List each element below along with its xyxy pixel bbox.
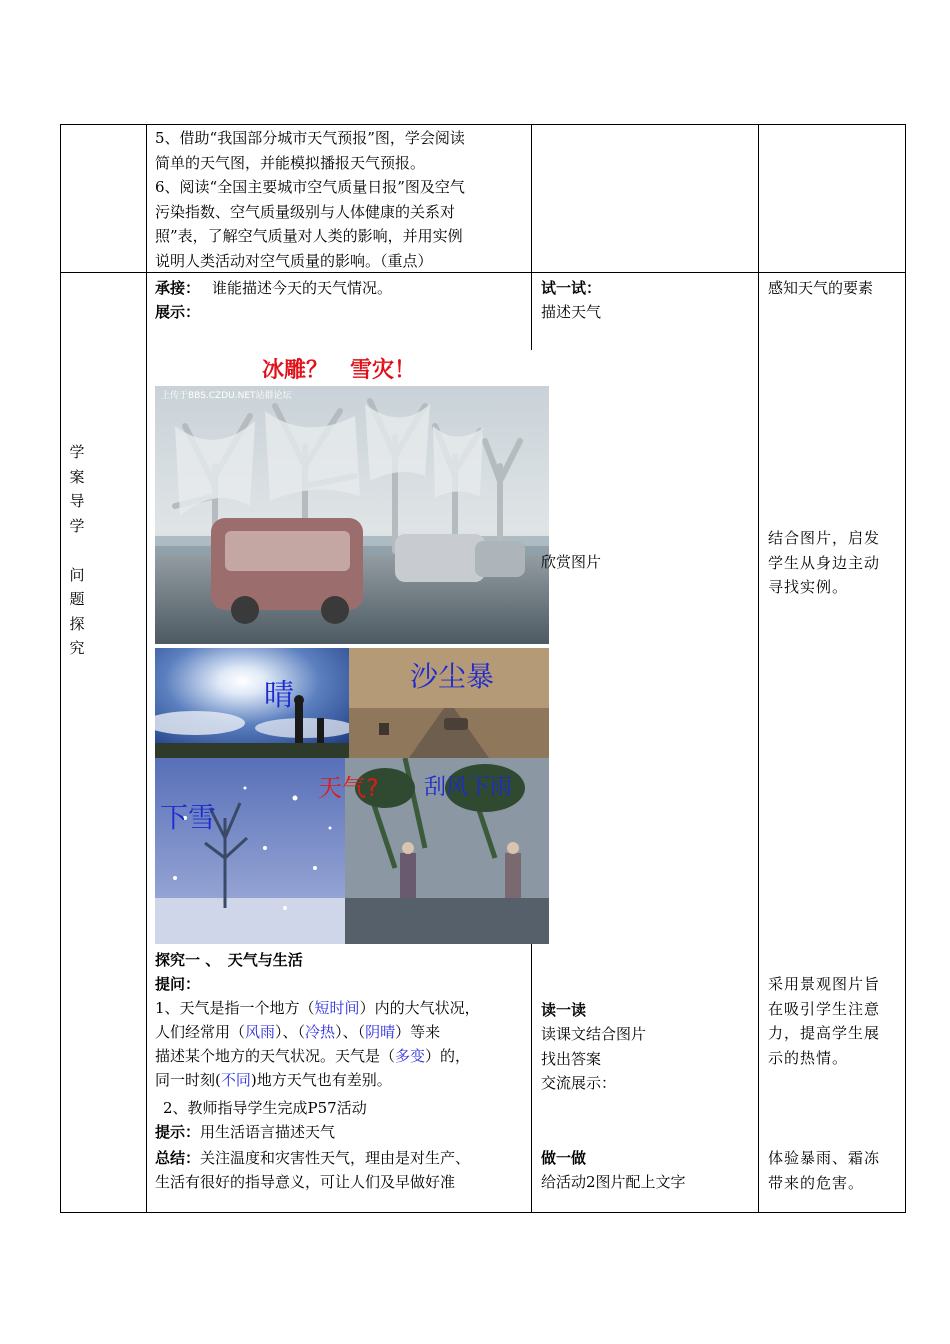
- zhanshi-label: 展示：: [155, 303, 201, 321]
- sunny-graphic: [155, 648, 349, 758]
- summary-line1: [155, 1146, 470, 1171]
- hint-label: 提示：: [155, 1123, 201, 1141]
- summary-text: 关注温度和灾害性天气，理由是对生产、: [200, 1149, 471, 1167]
- q1-text: 人们经常用（: [155, 1023, 246, 1041]
- answer-cloud-sun: 阴晴: [365, 1023, 396, 1041]
- read-line: 找出答案: [541, 1049, 602, 1068]
- answer-different: 不同: [220, 1071, 251, 1089]
- chengjie-line: [155, 276, 392, 301]
- q1-text: ）等来: [395, 1023, 441, 1041]
- appreciate-text: 欣赏图片: [541, 553, 602, 571]
- wind-rain-label: 刮风下雨: [424, 775, 513, 800]
- q1-text: ）、（: [275, 1023, 306, 1041]
- note-line: 结合图片，启发: [768, 529, 881, 547]
- ice-storm-graphic: [155, 386, 549, 644]
- ice-image-title: 冰雕？ 雪灾！: [262, 357, 417, 383]
- answer-cold-hot: 冷热: [305, 1023, 336, 1041]
- ice-storm-photo: [155, 386, 549, 644]
- col4-explore-note: [768, 972, 880, 1070]
- snow-graphic: [155, 758, 345, 944]
- side-char-gap: [62, 538, 92, 563]
- chengjie-text: 谁能描述今天的天气情况。: [212, 279, 393, 297]
- table-right-border: [905, 124, 906, 1213]
- side-label: [62, 440, 92, 661]
- answer-wind-rain: 风雨: [245, 1023, 276, 1041]
- read-line: 交流展示：: [541, 1074, 617, 1092]
- note-line: 示的热情。: [768, 1048, 849, 1067]
- q1-text: 描述某个地方的天气状况。天气是（: [155, 1047, 396, 1065]
- col4-do-note: [768, 1146, 880, 1195]
- read-lines: [541, 1022, 646, 1096]
- answer-changeable: 多变: [395, 1047, 426, 1065]
- side-char: 导: [69, 492, 85, 510]
- table-bottom-border: [60, 1212, 906, 1213]
- hint-line: [155, 1120, 335, 1145]
- read-line: 读课文结合图片: [541, 1025, 647, 1043]
- q1-line1: [155, 996, 480, 1021]
- q1-line3: [155, 1044, 470, 1069]
- objective-line: 说明人类活动对空气质量的影响。（重点）: [155, 251, 433, 270]
- do-text: 给活动2图片配上文字: [541, 1173, 686, 1191]
- summary-line2: 生活有很好的指导意义，可让人们及早做好准: [155, 1173, 456, 1191]
- objective-line: 6、阅读“全国主要城市空气质量日报”图及空气: [155, 178, 465, 196]
- q1-text: ）内的大气状况，: [359, 999, 480, 1017]
- side-char: 案: [69, 467, 85, 486]
- objective-line: 简单的天气图，并能模拟播报天气预报。: [155, 153, 426, 172]
- sunny-photo: [155, 648, 349, 758]
- col-divider-2b: [531, 943, 532, 1213]
- col-divider-1: [146, 124, 147, 1213]
- q1-line4: [155, 1068, 392, 1093]
- answer-short-time: 短时间: [314, 999, 360, 1017]
- q1-text: ）、（: [335, 1023, 366, 1041]
- q1-line2: [155, 1020, 440, 1045]
- read-title: 读一读: [541, 1001, 587, 1019]
- snow-label: 下雪: [160, 801, 217, 834]
- question-label: 提问：: [155, 975, 201, 993]
- table-top-border: [60, 124, 906, 125]
- side-char: 探: [69, 614, 85, 633]
- col4-image-note: [768, 526, 880, 600]
- side-char: 问: [69, 565, 85, 584]
- summary-label: 总结：: [155, 1149, 201, 1167]
- explore-title: 探究一 、 天气与生活: [155, 951, 303, 969]
- col-divider-3: [758, 124, 759, 1213]
- note-line: 带来的危害。: [768, 1173, 865, 1192]
- objective-line: 5、借助“我国部分城市天气预报”图，学会阅读: [155, 129, 465, 147]
- sunny-label: 晴: [264, 678, 294, 713]
- note-line: 寻找实例。: [768, 578, 849, 596]
- note-line: 采用景观图片旨: [768, 975, 881, 993]
- note-line: 力，提高学生展: [768, 1024, 881, 1042]
- do-title: 做一做: [541, 1149, 587, 1167]
- q1-text: ）的，: [425, 1047, 471, 1065]
- q1-text: 1、天气是指一个地方（: [155, 999, 315, 1017]
- q1-text: 同一时刻(: [155, 1071, 221, 1089]
- objectives-text: [155, 126, 527, 273]
- col-divider-2a: [531, 124, 532, 350]
- hint-text: 用生活语言描述天气: [200, 1123, 336, 1141]
- q2-line: 2、教师指导学生完成P57活动: [163, 1099, 367, 1117]
- side-char: 究: [69, 639, 85, 657]
- snow-photo: [155, 758, 345, 944]
- side-char: 学: [69, 443, 85, 461]
- try-text: 描述天气: [541, 303, 602, 321]
- objective-line: 污染指数、空气质量级别与人体健康的关系对: [155, 202, 456, 221]
- note-line: 学生从身边主动: [768, 553, 881, 572]
- weather-question-label: 天气?: [318, 774, 379, 802]
- q1-text: )地方天气也有差别。: [250, 1071, 392, 1089]
- side-char: 学: [69, 516, 85, 535]
- table-left-border: [60, 124, 61, 1213]
- note-line: 在吸引学生注意: [768, 999, 881, 1018]
- side-char: 题: [69, 590, 85, 608]
- chengjie-label: 承接：: [155, 279, 201, 297]
- try-title: 试一试：: [541, 279, 602, 297]
- perceive-text: 感知天气的要素: [768, 279, 874, 297]
- sandstorm-label: 沙尘暴: [410, 660, 495, 693]
- objective-line: 照”表，了解空气质量对人类的影响，并用实例: [155, 227, 463, 245]
- ice-watermark: 上传于BBS.CZDU.NET站群论坛: [161, 391, 292, 401]
- note-line: 体验暴雨、霜冻: [768, 1149, 881, 1167]
